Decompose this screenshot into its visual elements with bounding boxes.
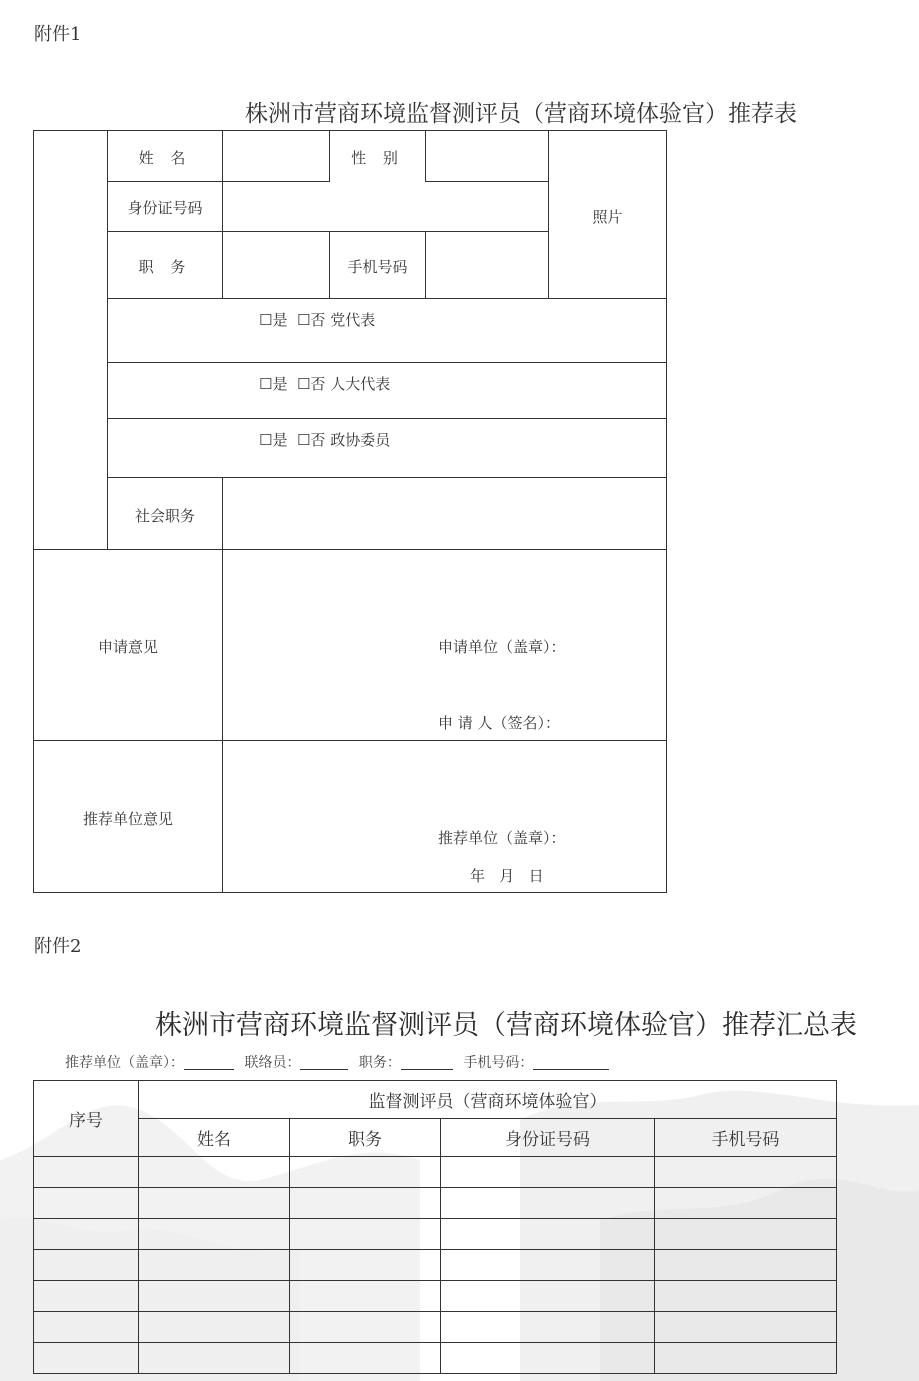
recommendation-date: 年 月 日 bbox=[470, 867, 544, 885]
attachment-2-label: 附件2 bbox=[34, 936, 82, 957]
table-cell[interactable] bbox=[139, 1281, 290, 1312]
phone-field-label: 手机号码： bbox=[463, 1055, 534, 1071]
summary-table bbox=[33, 1080, 837, 1374]
table-cell[interactable] bbox=[441, 1219, 655, 1250]
table-cell[interactable] bbox=[655, 1312, 837, 1343]
table-cell[interactable] bbox=[290, 1343, 441, 1374]
col-header-position: 职务 bbox=[290, 1119, 441, 1157]
table-cell[interactable] bbox=[655, 1188, 837, 1219]
social-position-label: 社会职务 bbox=[134, 507, 195, 525]
table-cell[interactable] bbox=[34, 1219, 139, 1250]
col-header-name: 姓名 bbox=[139, 1119, 290, 1157]
table-cell[interactable] bbox=[441, 1157, 655, 1188]
application-opinion-label: 申请意见 bbox=[97, 638, 158, 656]
table-row bbox=[34, 1250, 837, 1281]
table-cell[interactable] bbox=[290, 1219, 441, 1250]
npc-rep-checkbox[interactable]: ☐是 ☐否 人大代表 bbox=[259, 375, 391, 393]
table-cell[interactable] bbox=[34, 1312, 139, 1343]
table-cell[interactable] bbox=[441, 1188, 655, 1219]
applicant-signature: 申 请 人（签名）： bbox=[438, 714, 561, 732]
recommending-unit-blank[interactable] bbox=[184, 1055, 234, 1070]
photo-label: 照片 bbox=[592, 208, 623, 226]
table-cell[interactable] bbox=[655, 1281, 837, 1312]
summary-title: 株洲市营商环境监督测评员（营商环境体验官）推荐汇总表 bbox=[155, 1010, 857, 1041]
phone-blank[interactable] bbox=[533, 1055, 609, 1070]
group-header: 监督测评员（营商环境体验官） bbox=[139, 1081, 837, 1119]
table-cell[interactable] bbox=[34, 1343, 139, 1374]
table-cell[interactable] bbox=[139, 1250, 290, 1281]
position-label: 职 务 bbox=[138, 258, 192, 276]
table-cell[interactable] bbox=[441, 1281, 655, 1312]
contact-blank[interactable] bbox=[300, 1055, 348, 1070]
table-row bbox=[34, 1188, 837, 1219]
gender-label: 性 别 bbox=[351, 149, 404, 167]
table-cell[interactable] bbox=[290, 1250, 441, 1281]
table-cell[interactable] bbox=[34, 1250, 139, 1281]
phone-label: 手机号码 bbox=[347, 258, 408, 276]
col-header-id-number: 身份证号码 bbox=[441, 1119, 655, 1157]
col-header-phone: 手机号码 bbox=[655, 1119, 837, 1157]
table-cell[interactable] bbox=[441, 1343, 655, 1374]
position-field-label: 职务： bbox=[358, 1055, 401, 1071]
table-row bbox=[34, 1281, 837, 1312]
table-row bbox=[34, 1157, 837, 1188]
table-cell[interactable] bbox=[139, 1219, 290, 1250]
table-cell[interactable] bbox=[290, 1188, 441, 1219]
recommending-unit-stamp: 推荐单位（盖章）： bbox=[438, 829, 566, 847]
table-cell[interactable] bbox=[290, 1281, 441, 1312]
table-row bbox=[34, 1312, 837, 1343]
attachment-1-label: 附件1 bbox=[34, 24, 82, 45]
recommending-unit-field-label: 推荐单位（盖章）： bbox=[65, 1055, 184, 1071]
table-cell[interactable] bbox=[655, 1219, 837, 1250]
table-row bbox=[34, 1343, 837, 1374]
table-cell[interactable] bbox=[139, 1157, 290, 1188]
id-number-label: 身份证号码 bbox=[127, 199, 203, 217]
table-cell[interactable] bbox=[290, 1312, 441, 1343]
table-cell[interactable] bbox=[655, 1157, 837, 1188]
table-cell[interactable] bbox=[139, 1188, 290, 1219]
seq-header: 序号 bbox=[34, 1081, 139, 1157]
summary-meta-line bbox=[65, 1052, 609, 1072]
name-label: 姓 名 bbox=[138, 149, 192, 167]
application-unit-stamp: 申请单位（盖章）： bbox=[438, 638, 566, 656]
cppcc-member-checkbox[interactable]: ☐是 ☐否 政协委员 bbox=[259, 431, 391, 449]
recommending-unit-opinion-label: 推荐单位意见 bbox=[82, 810, 173, 828]
table-cell[interactable] bbox=[290, 1157, 441, 1188]
table-cell[interactable] bbox=[34, 1188, 139, 1219]
contact-field-label: 联络员： bbox=[244, 1055, 301, 1071]
table-cell[interactable] bbox=[441, 1312, 655, 1343]
table-row bbox=[34, 1219, 837, 1250]
table-cell[interactable] bbox=[655, 1343, 837, 1374]
form-title: 株洲市营商环境监督测评员（营商环境体验官）推荐表 bbox=[245, 101, 797, 127]
position-blank[interactable] bbox=[401, 1055, 453, 1070]
table-cell[interactable] bbox=[34, 1281, 139, 1312]
table-cell[interactable] bbox=[139, 1343, 290, 1374]
table-cell[interactable] bbox=[655, 1250, 837, 1281]
table-cell[interactable] bbox=[139, 1312, 290, 1343]
table-cell[interactable] bbox=[34, 1157, 139, 1188]
party-rep-checkbox[interactable]: ☐是 ☐否 党代表 bbox=[259, 311, 376, 329]
table-cell[interactable] bbox=[441, 1250, 655, 1281]
